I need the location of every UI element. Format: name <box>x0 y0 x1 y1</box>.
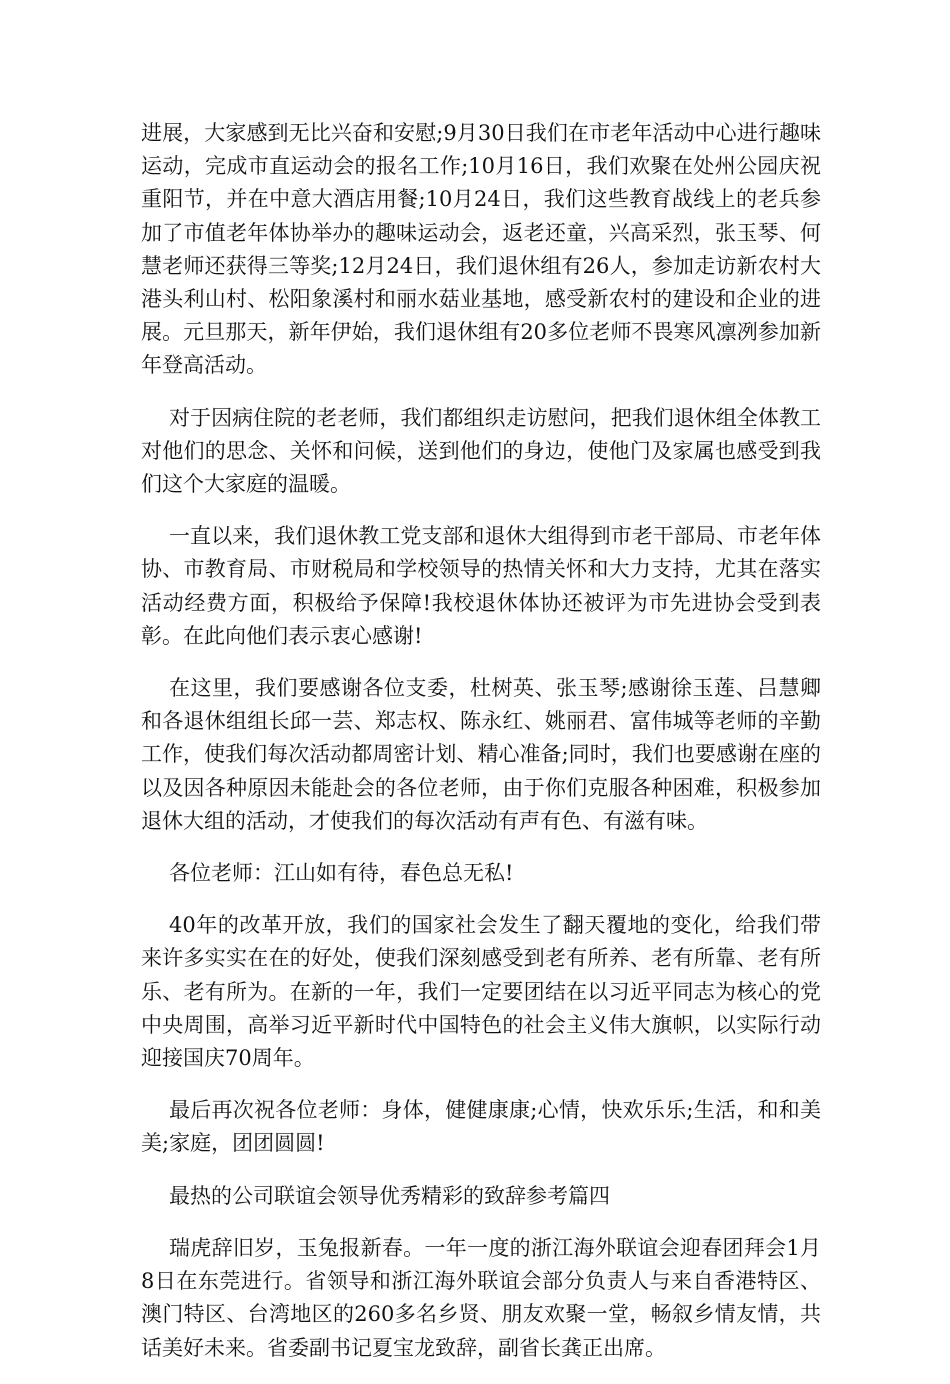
paragraph-reform-anniversary: 40年的改革开放，我们的国家社会发生了翻天覆地的变化，给我们带来许多实实在在的好处，使我们深刻感受到老有所养、老有所靠、老有所乐、老有所为。在新的一年，我们一定要团结在以习近平同志为核心的党中央周围，高举习近平新时代中国特色的社会主义伟大旗帜，以实际行动迎接国庆70周年。 <box>141 913 821 1071</box>
paragraph-greeting: 各位老师：江山如有待，春色总无私! <box>169 861 514 886</box>
paragraph-activities-continued: 进展，大家感到无比兴奋和安慰;9月30日我们在市老年活动中心进行趣味运动，完成市直运动会的报名工作;10月16日，我们欢聚在处州公园庆祝重阳节，并在中意大酒店用餐;10月24日，我们这些教育战线上的老兵参加了市值老年体协举办的趣味运动会，返老还童，兴高采烈，张玉琴、何慧老师还获得三等奖;12月24日，我们退休组有26人，参加走访新农村大港头利山村、松阳象溪村和丽水菇业基地，感受新农村的建设和企业的进展。元旦那天，新年伊始，我们退休组有20多位老师不畏寒风凛冽参加新年登高活动。 <box>141 121 821 378</box>
section-heading: 最热的公司联谊会领导优秀精彩的致辞参考篇四 <box>169 1183 610 1208</box>
paragraph-hospital-visits: 对于因病住院的老老师，我们都组织走访慰问，把我们退休组全体教工对他们的思念、关怀和问候，送到他们的身边，使他门及家属也感受到我们这个大家庭的温暖。 <box>141 405 821 497</box>
paragraph-closing-wishes: 最后再次祝各位老师：身体，健健康康;心情，快欢乐乐;生活，和和美美;家庭，团团圆圆! <box>141 1098 821 1156</box>
document-body <box>141 117 821 1384</box>
paragraph-new-year-reception: 瑞虎辞旧岁，玉兔报新春。一年一度的浙江海外联谊会迎春团拜会1月8日在东莞进行。省领导和浙江海外联谊会部分负责人与来自香港特区、澳门特区、台湾地区的260多名乡贤、朋友欢聚一堂，畅叙乡情友情，共话美好未来。省委副书记夏宝龙致辞，副省长龚正出席。 <box>141 1235 821 1360</box>
paragraph-acknowledgements: 在这里，我们要感谢各位支委，杜树英、张玉琴;感谢徐玉莲、吕慧卿和各退休组组长邱一芸、郑志权、陈永红、姚丽君、富伟城等老师的辛勤工作，使我们每次活动都周密计划、精心准备;同时，我们也要感谢在座的以及因各种原因未能赴会的各位老师，由于你们克服各种困难，积极参加退休大组的活动，才使我们的每次活动有声有色、有滋有味。 <box>141 676 821 833</box>
paragraph-support-thanks: 一直以来，我们退休教工党支部和退休大组得到市老干部局、市老年体协、市教育局、市财税局和学校领导的热情关怀和大力支持，尤其在落实活动经费方面，积极给予保障!我校退休体协还被评为市先进协会受到表彰。在此向他们表示衷心感谢! <box>141 524 821 648</box>
